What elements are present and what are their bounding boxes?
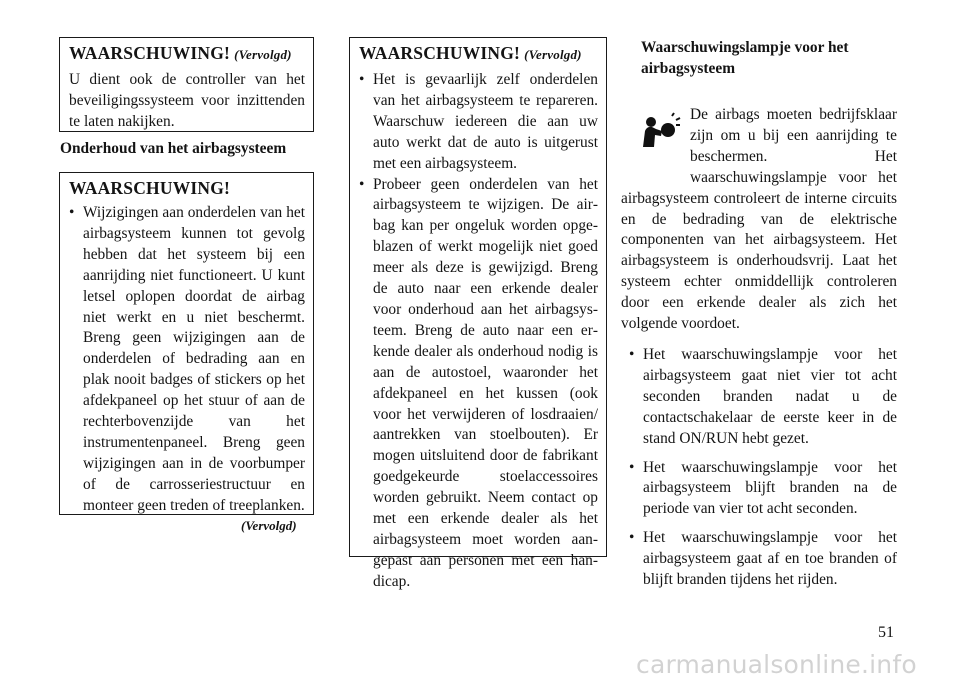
continued-footer: (Vervolgd) bbox=[241, 518, 297, 533]
intro-text: De airbags moeten bedrijfsklaar zijn om u bij een aanrijding te beschermen. Het waarschuwingslampje voor het airbagsysteem controleert de interne circuits en de bedrading van de elektrische componenten van het airbagsysteem. Het airbagsysteem is onderhoudsvrij. Laat het systeem echter onmiddellijk controleren door een erkende dealer als zich het volgende voordoet. bbox=[621, 106, 897, 333]
list-item: • Het waarschuwingslampje voor het airbagsysteem blijft branden na de periode van vier tot acht seconden. bbox=[621, 458, 897, 521]
warning-title: WAARSCHUWING! (Vervolgd) bbox=[69, 43, 292, 63]
warning-list bbox=[69, 203, 305, 517]
warning-title: WAARSCHUWING! bbox=[69, 178, 231, 198]
lamp-conditions-list bbox=[621, 345, 897, 591]
warning-box bbox=[59, 172, 314, 515]
list-item: • Het is gevaarlijk zelf onderdelen van het airbagsysteem te repareren. Waarschuw iedereen die aan uw auto werkt dat de auto is uitgerust met een airbagsysteem. bbox=[359, 70, 598, 175]
list-item: • Wijzigingen aan onderdelen van het airbagsysteem kunnen tot gevolg hebben dat het systeem bij een aanrijding niet functioneert. U kunt letsel oplopen doordat de airbag niet werkt en u niet beschermt. Breng geen wijzigingen aan de onderdelen of bedrading aan en plak nooit badges of stickers op het afdekpaneel op het stuur of aan de rechterbovenzijde van het instrumentenpaneel. Breng geen wijzigingen aan in de voorbumper of de carrosseriestructuur en monteer geen treden of treeplanken. bbox=[69, 203, 305, 517]
watermark: carmanualsonline.info bbox=[636, 650, 917, 679]
list-item: • Probeer geen onderdelen van het airbagsysteem te wijzigen. De airbag kan per ongeluk worden opgeblazen of werkt mogelijk niet goed meer als deze is gewijzigd. Breng de auto naar een erkende dealer voor onderhoud aan het airbagsysteem. Breng de auto naar een erkende dealer als onderhoud nodig is aan de autostoel, waaronder het afdekpaneel en het kussen (ook voor het verwijderen of losdraaien/ aantrekken van stoelbouten). Er mogen uitsluitend door de fabrikant goedgekeurde stoelaccessoires worden gebruikt. Neem contact op met een erkende dealer als het airbagsysteem moet worden aangepast aan personen met een handicap. bbox=[359, 175, 598, 593]
continued-label: (Vervolgd) bbox=[524, 47, 582, 62]
continued-label: (Vervolgd) bbox=[234, 47, 292, 62]
list-item: • Het waarschuwingslampje voor het airbagsysteem gaat af en toe branden of blijft branden tijdens het rijden. bbox=[621, 528, 897, 591]
warning-box-continued-2 bbox=[349, 37, 607, 590]
airbag-warning-icon bbox=[621, 105, 690, 183]
warning-box-continued bbox=[59, 37, 314, 132]
warning-list bbox=[359, 70, 598, 593]
section-heading: Waarschuwingslampje voor het airbagsysteem bbox=[641, 39, 849, 77]
section-heading: Onderhoud van het airbagsysteem bbox=[60, 140, 287, 157]
warning-text: U dient ook de controller van het beveiligingssysteem voor inzittenden te laten nakijken. bbox=[69, 71, 305, 130]
list-item: • Het waarschuwingslampje voor het airbagsysteem gaat niet vier tot acht seconden branden nadat u de contactschakelaar de eerste keer in de stand ON/RUN hebt gezet. bbox=[621, 345, 897, 450]
warning-title: WAARSCHUWING! (Vervolgd) bbox=[359, 43, 582, 63]
airbag-lamp-section bbox=[621, 105, 897, 599]
page-number: 51 bbox=[878, 624, 894, 641]
